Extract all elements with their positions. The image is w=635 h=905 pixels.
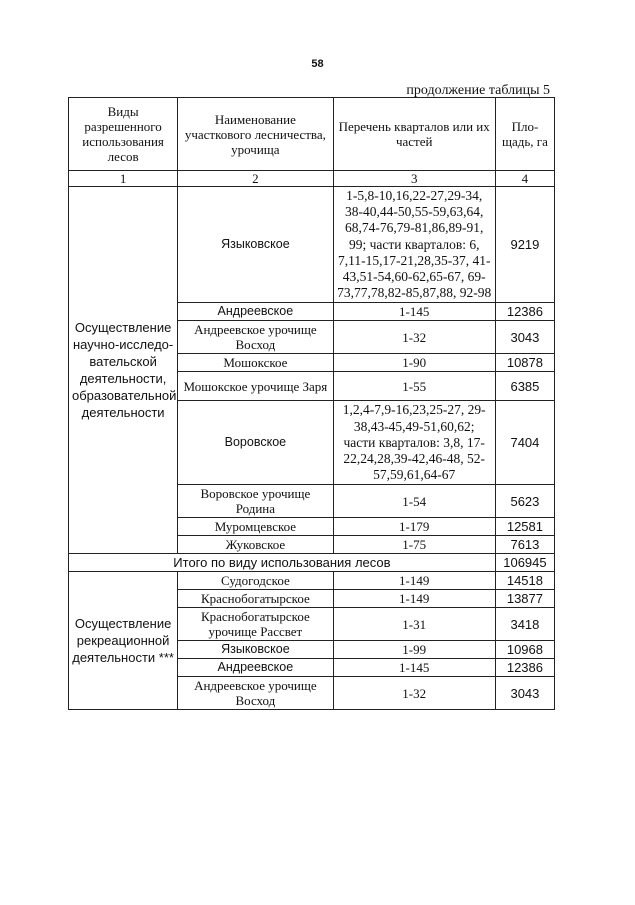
quarters-list: 1-75 [333, 536, 495, 554]
quarters-list: 1-145 [333, 659, 495, 677]
area-value: 10878 [495, 354, 554, 372]
forestry-name: Воровское [178, 401, 333, 485]
area-value: 7404 [495, 401, 554, 485]
column-number: 2 [178, 171, 333, 187]
area-value: 3043 [495, 677, 554, 710]
column-number: 4 [495, 171, 554, 187]
forestry-name: Мошокское [178, 354, 333, 372]
forestry-name: Судогодское [178, 572, 333, 590]
quarters-list: 1-179 [333, 518, 495, 536]
forestry-name: Андреевское урочище Восход [178, 321, 333, 354]
quarters-list: 1-54 [333, 485, 495, 518]
quarters-list: 1-32 [333, 677, 495, 710]
forestry-name: Воровское урочище Родина [178, 485, 333, 518]
area-value: 9219 [495, 187, 554, 303]
table-continuation-label: продолжение таблицы 5 [406, 83, 550, 98]
quarters-list: 1-99 [333, 641, 495, 659]
quarters-list: 1-145 [333, 303, 495, 321]
column-number-row [69, 171, 555, 187]
header-forestry-name: Наименование участкового лесничества, урочища [178, 98, 333, 171]
forestry-name: Краснобогатырское [178, 590, 333, 608]
area-value: 3418 [495, 608, 554, 641]
quarters-list: 1-149 [333, 590, 495, 608]
header-use-type: Виды разрешенного использования лесов [69, 98, 178, 171]
table-row [69, 187, 555, 303]
area-value: 6385 [495, 372, 554, 401]
forestry-name: Андреевское [178, 659, 333, 677]
quarters-list: 1-149 [333, 572, 495, 590]
area-value: 7613 [495, 536, 554, 554]
quarters-list: 1-90 [333, 354, 495, 372]
quarters-list: 1-32 [333, 321, 495, 354]
table-row [69, 572, 555, 590]
forestry-name: Языковское [178, 641, 333, 659]
quarters-list: 1-31 [333, 608, 495, 641]
forestry-name: Муромцевское [178, 518, 333, 536]
quarters-list: 1-55 [333, 372, 495, 401]
area-value: 3043 [495, 321, 554, 354]
total-label: Итого по виду использования лесов [69, 554, 496, 572]
area-value: 10968 [495, 641, 554, 659]
total-row [69, 554, 555, 572]
quarters-list: 1,2,4-7,9-16,23,25-27, 29-38,43-45,49-51,60,62; части кварталов: 3,8, 17-22,24,28,39-42,46-48, 52-57,59,61,64-67 [333, 401, 495, 485]
column-number: 3 [333, 171, 495, 187]
total-area: 106945 [495, 554, 554, 572]
use-type-research: Осуществление научно-исследо-вательской деятельности, образовательной деятельности [69, 187, 178, 554]
forestry-name: Языковское [178, 187, 333, 303]
header-quarters: Перечень кварталов или их частей [333, 98, 495, 171]
column-number: 1 [69, 171, 178, 187]
page-number: 58 [311, 58, 324, 70]
forestry-name: Краснобогатырское урочище Рассвет [178, 608, 333, 641]
area-value: 12386 [495, 303, 554, 321]
forestry-name: Мошокское урочище Заря [178, 372, 333, 401]
area-value: 5623 [495, 485, 554, 518]
area-value: 14518 [495, 572, 554, 590]
forest-use-table [68, 97, 555, 710]
forestry-name: Андреевское урочище Восход [178, 677, 333, 710]
forestry-name: Андреевское [178, 303, 333, 321]
area-value: 12386 [495, 659, 554, 677]
forestry-name: Жуковское [178, 536, 333, 554]
header-area: Пло-щадь, га [495, 98, 554, 171]
header-row [69, 98, 555, 171]
quarters-list: 1-5,8-10,16,22-27,29-34, 38-40,44-50,55-59,63,64, 68,74-76,79-81,86,89-91, 99; части кварталов: 6, 7,11-15,17-21,28,35-37, 41-43,51-54,60-62,65-67, 69-73,77,78,82-85,87,88, 92-98 [333, 187, 495, 303]
area-value: 13877 [495, 590, 554, 608]
area-value: 12581 [495, 518, 554, 536]
use-type-recreation: Осуществление рекреационной деятельности *** [69, 572, 178, 710]
